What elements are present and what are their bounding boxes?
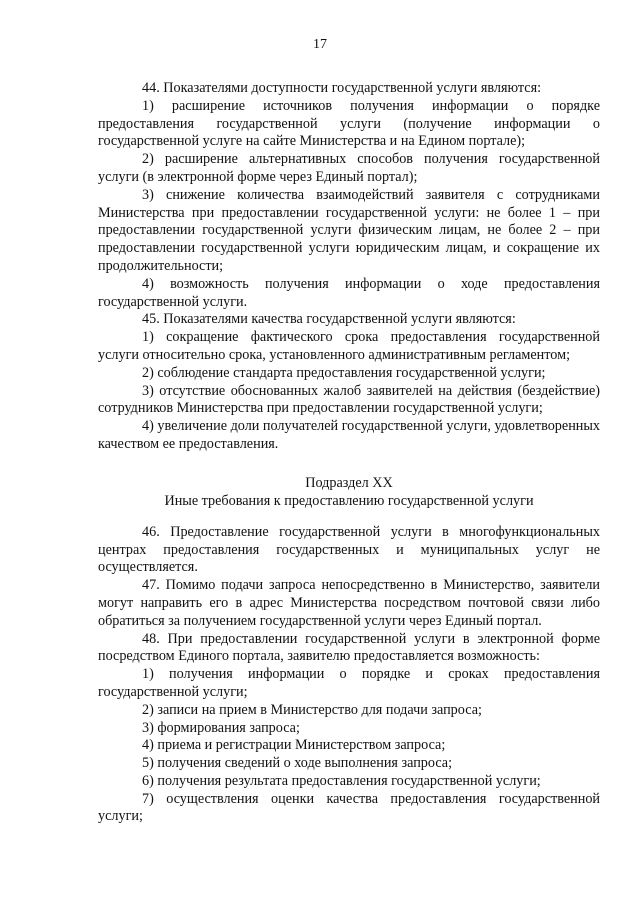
paragraph: 7) осуществления оценки качества предоставления государственной услуги; [98, 790, 600, 825]
page-number: 17 [313, 37, 327, 52]
paragraph: 1) сокращение фактического срока предоставления государственной услуги относительно срока, установленного административным регламентом; [98, 329, 600, 363]
paragraph: 4) увеличение доли получателей государственной услуги, удовлетворенных качеством ее предоставления. [98, 418, 600, 452]
paragraph: 3) формирования запроса; [142, 719, 300, 736]
paragraph: 1) получения информации о порядке и сроках предоставления государственной услуги; [98, 666, 600, 700]
paragraph: 6) получения результата предоставления государственной услуги; [142, 772, 541, 789]
subsection-title: Подраздел XX [305, 474, 393, 491]
paragraph: 2) соблюдение стандарта предоставления государственной услуги; [142, 364, 546, 381]
paragraph: 3) снижение количества взаимодействий заявителя с сотрудниками Министерства при предоставлении государственной услуги: не более 1 – при предоставлении государственной услуги физическим лицам, не более 2 – при предоставлении государственной услуги юридическим лицам, и сокращение их продолжительности; [98, 186, 600, 274]
subsection-subtitle: Иные требования к предоставлению государственной услуги [164, 492, 534, 509]
section-44-45 [98, 80, 600, 454]
paragraph: 46. Предоставление государственной услуги в многофункциональных центрах предоставления государственных и муниципальных услуг не осуществляется. [98, 523, 600, 576]
paragraph: 4) приема и регистрации Министерством запроса; [142, 737, 446, 754]
paragraph: 44. Показателями доступности государственной услуги являются: [142, 80, 542, 96]
paragraph: 45. Показателями качества государственной услуги являются: [142, 311, 516, 328]
paragraph: 5) получения сведений о ходе выполнения запроса; [142, 755, 453, 772]
paragraph: 1) расширение источников получения информации о порядке предоставления государственной услуги (получение информации о государственной услуге на сайте Министерства и на Едином портале); [98, 97, 600, 150]
paragraph: 47. Помимо подачи запроса непосредственно в Министерство, заявители могут направить его в адрес Министерства посредством почтовой связи либо обратиться за получением государственной услуги через Единый портал. [98, 577, 600, 629]
paragraph: 2) расширение альтернативных способов получения государственной услуги (в электронной форме через Единый портал); [98, 151, 600, 185]
paragraph: 2) записи на прием в Министерство для подачи запроса; [142, 701, 482, 718]
section-46-48 [98, 524, 600, 827]
paragraph: 3) отсутствие обоснованных жалоб заявителей на действия (бездействие) сотрудников Министерства при предоставлении государственной услуги; [98, 382, 600, 417]
document-body [98, 80, 600, 826]
paragraph: 4) возможность получения информации о ходе предоставления государственной услуги. [98, 275, 600, 310]
paragraph: 48. При предоставлении государственной услуги в электронной форме посредством Единого портала, заявителю предоставляется возможность: [98, 630, 600, 665]
